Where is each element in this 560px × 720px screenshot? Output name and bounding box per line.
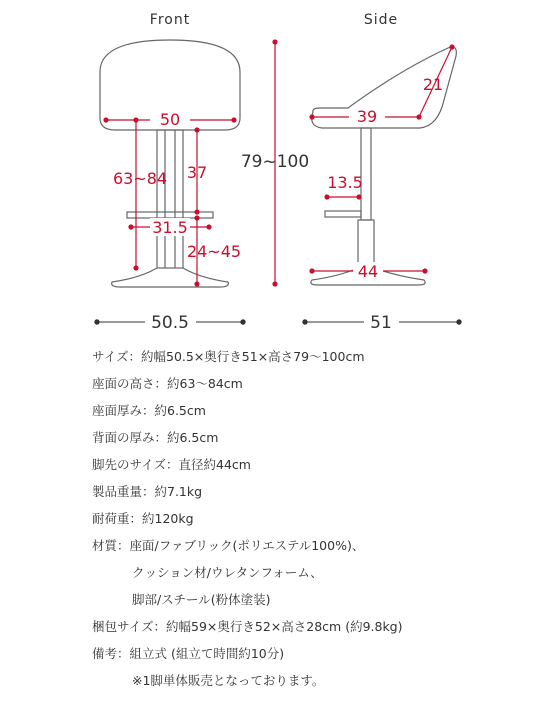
side-view-title: Side [363,12,399,28]
spec-seat-thickness: 座面厚み：約6.5cm [92,403,206,418]
side-overall-depth-label: 51 [370,313,392,333]
side-seat-depth-label: 39 [356,107,378,126]
side-base-diameter-label: 44 [357,262,379,281]
spec-base-size: 脚先のサイズ：直径約44cm [92,457,251,472]
spec-notes: 備考：組立式 (組立て時間約10分) [92,646,285,661]
front-view-title: Front [149,12,191,28]
spec-material-cushion: クッション材/ウレタンフォーム、 [132,565,323,580]
front-overall-width-label: 50.5 [151,313,189,333]
side-back-height-label: 21 [422,75,444,94]
side-footrest-depth-label: 13.5 [327,173,363,192]
spec-seat-height: 座面の高さ：約63〜84cm [92,376,243,391]
spec-package-size: 梱包サイズ：約幅59×奥行き52×高さ28cm (約9.8kg) [92,619,403,634]
front-dimension-dots [103,117,236,286]
total-height-label: 79~100 [240,152,310,172]
spec-load-capacity: 耐荷重：約120kg [92,511,194,526]
front-column [157,130,183,268]
spec-sold-single: ※1脚単体販売となっております。 [132,673,325,688]
side-column-lower [358,220,374,268]
front-footrest-width-label: 31.5 [152,218,188,237]
front-seat-height-label: 63~84 [112,169,168,188]
spec-back-thickness: 背面の厚み：約6.5cm [92,430,219,445]
spec-weight: 製品重量：約7.1kg [92,484,203,499]
spec-size: サイズ：約幅50.5×奥行き51×高さ79〜100cm [92,349,365,364]
front-back-height-label: 37 [186,163,208,182]
spec-material: 材質：座面/ファブリック(ポリエステル100%)、 [92,538,365,553]
front-footrest-height-label: 24~45 [186,242,242,261]
front-base [112,268,229,287]
dimension-diagram [0,0,560,340]
spec-material-leg: 脚部/スチール(粉体塗装) [132,592,271,607]
front-seat-width-label: 50 [159,110,181,129]
spec-list [92,343,552,694]
side-footrest [325,211,361,217]
